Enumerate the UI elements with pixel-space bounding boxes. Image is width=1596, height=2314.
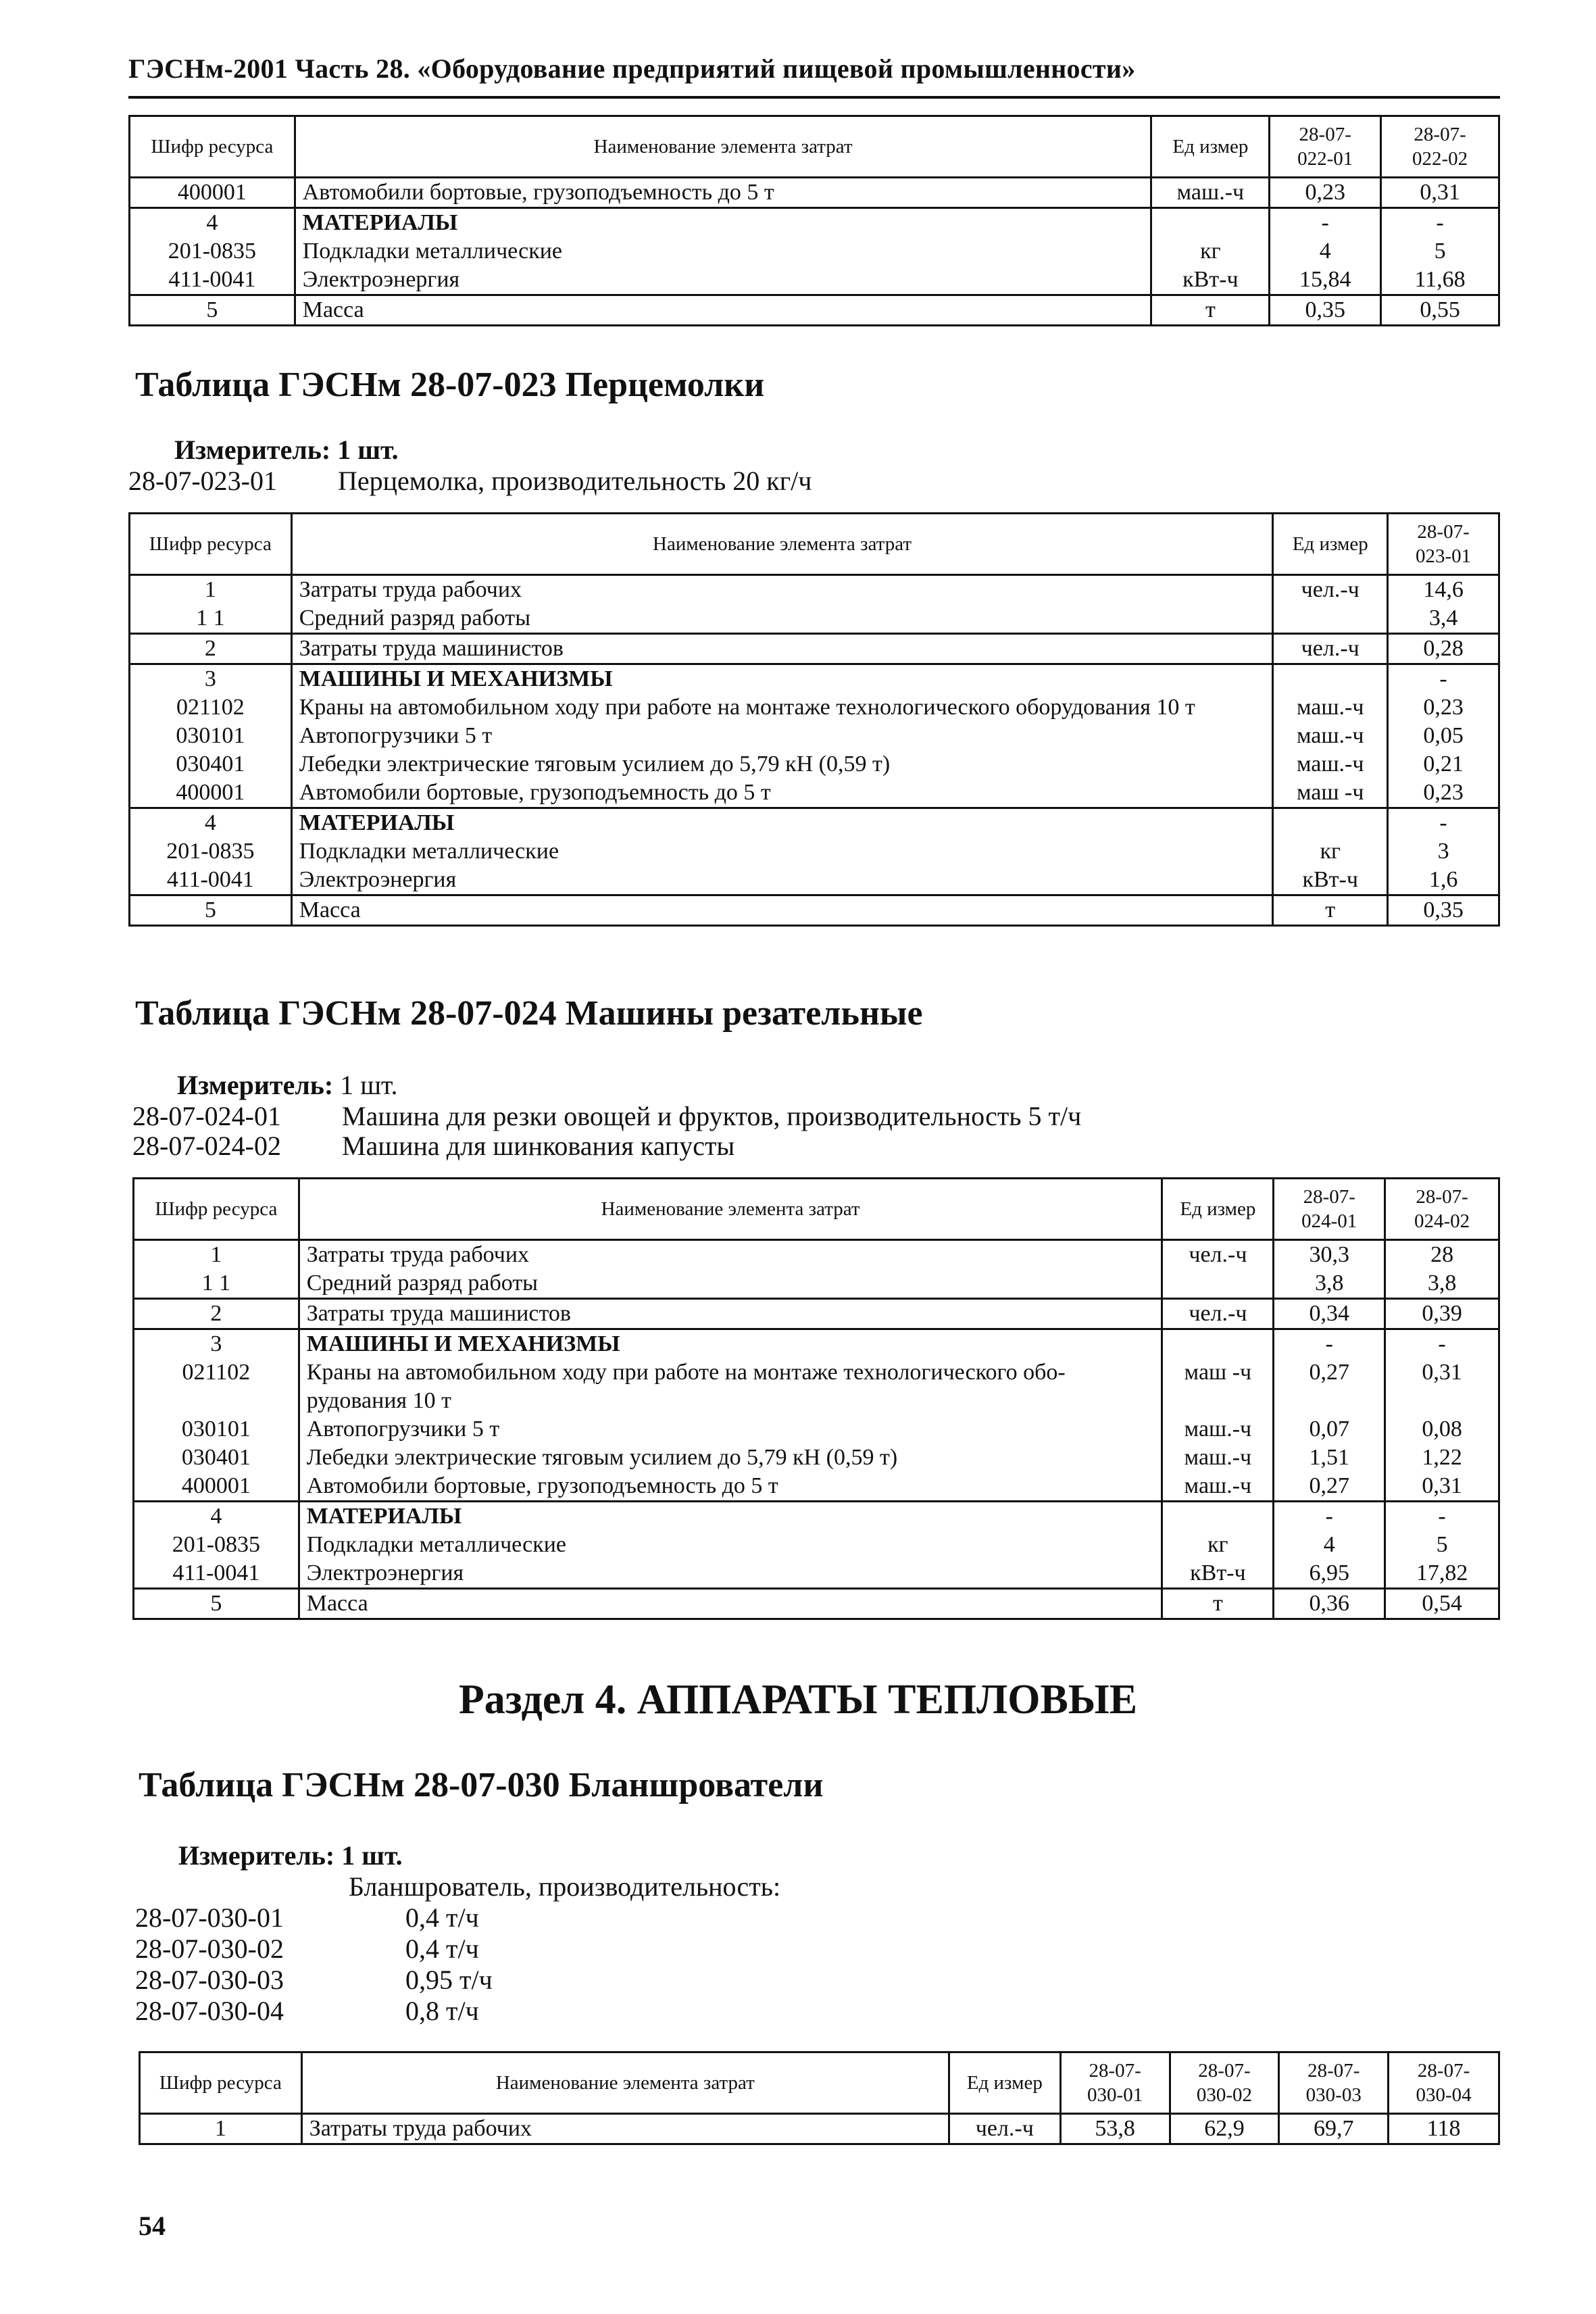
cell-unit: кг [1273,837,1388,866]
meter-line [178,1840,403,1871]
col-header-value: 28-07- 024-01 [1274,1179,1385,1240]
list-item [135,1964,493,1996]
cell-code: 201-0835 [130,237,295,266]
cell-code: 1 [130,575,292,605]
table-row [134,1589,1499,1619]
cell-value: 0,36 [1274,1589,1385,1619]
cell-code: 3 [130,664,292,694]
cell-unit: кг [1151,237,1270,266]
cell-value: 11,68 [1381,266,1499,295]
section-title: Раздел 4. АППАРАТЫ ТЕПЛОВЫЕ [458,1677,1138,1723]
cell-unit: маш -ч [1162,1358,1274,1415]
cell-value: 3,4 [1388,604,1499,634]
col-header-code: Шифр ресурса [130,116,295,178]
table-row [130,895,1499,926]
cell-value: 0,54 [1385,1589,1499,1619]
cell-code: 021102 [130,693,292,722]
cell-value: 6,95 [1274,1559,1385,1589]
cell-code: 1 1 [130,604,292,634]
cell-name: Автомобили бортовые, грузоподъемность до 5 т [295,178,1151,208]
cell-code: 4 [130,808,292,838]
cell-name: Средний разряд работы [291,604,1273,634]
cell-name: МАШИНЫ И МЕХАНИЗМЫ [291,664,1273,694]
cell-code: 400001 [130,178,295,208]
meter-label: Измеритель: [177,1070,334,1100]
col-header-value: 28-07- 024-02 [1385,1179,1499,1240]
cell-unit: маш.-ч [1273,693,1388,722]
col-header-value: 28-07- 030-02 [1170,2052,1279,2114]
cell-unit: чел.-ч [1273,634,1388,664]
table-row [130,604,1499,634]
cell-code: 4 [130,208,295,238]
table-row [134,1502,1499,1531]
item-text: 0,4 т/ч [405,1934,479,1964]
cell-name: Автомобили бортовые, грузоподъемность до 5 т [299,1472,1162,1502]
cell-value: 4 [1274,1531,1385,1559]
cell-value: 0,05 [1388,722,1499,750]
table-row [134,1472,1499,1502]
list-item [128,465,812,497]
table-row [140,2114,1499,2144]
cell-value: 14,6 [1388,575,1499,605]
table-row [130,808,1499,838]
item-code: 28-07-023-01 [128,466,277,496]
cell-unit: маш.-ч [1151,178,1270,208]
col-header-code: Шифр ресурса [134,1179,299,1240]
col-header-name: Наименование элемента затрат [299,1179,1162,1240]
cell-unit: маш.-ч [1273,722,1388,750]
meter-line [177,1069,398,1101]
meter-value: 1 шт. [340,1070,398,1100]
meter-value: 1 шт. [341,1840,403,1871]
meter-label: Измеритель: [178,1840,335,1871]
cell-value: 5 [1385,1531,1499,1559]
table-row [134,1269,1499,1299]
table-row [130,634,1499,664]
col-header-code: Шифр ресурса [140,2052,302,2114]
cell-name: Средний разряд работы [299,1269,1162,1299]
col-header-value: 28-07- 030-04 [1389,2052,1499,2114]
cell-code: 021102 [134,1358,299,1415]
table-row [130,295,1499,326]
cell-value: 0,35 [1388,895,1499,926]
cell-code: 411-0041 [130,866,292,895]
table-row [134,1299,1499,1329]
cell-unit: т [1151,295,1270,326]
table-row [130,837,1499,866]
col-header-value: 28-07- 023-01 [1388,514,1499,575]
col-header-unit: Ед измер [949,2052,1060,2114]
cell-value: 0,34 [1274,1299,1385,1329]
cell-unit: кг [1162,1531,1274,1559]
cell-unit: т [1273,895,1388,926]
cell-value: 0,31 [1381,178,1499,208]
cell-code: 030401 [130,750,292,779]
table-row [134,1531,1499,1559]
col-header-value: 28-07- 022-02 [1381,116,1499,178]
cell-code: 1 1 [134,1269,299,1299]
cell-name: МАТЕРИАЛЫ [295,208,1151,238]
item-text: 0,4 т/ч [405,1902,479,1933]
cell-name: Электроэнергия [299,1559,1162,1589]
cell-unit [1162,1329,1274,1359]
cell-value: 0,35 [1270,295,1381,326]
table-28-07-022 [128,115,1500,326]
cell-unit [1162,1269,1274,1299]
cell-name: Масса [295,295,1151,326]
cell-name: Электроэнергия [291,866,1273,895]
col-header-value: 28-07- 022-01 [1270,116,1381,178]
table-row [134,1240,1499,1270]
cell-value: 0,21 [1388,750,1499,779]
table-row [130,266,1499,295]
table-title: Таблица ГЭСНм 28-07-024 Машины резательные [135,994,923,1033]
table-row [134,1559,1499,1589]
table-row [130,208,1499,238]
cell-value: 0,31 [1385,1358,1499,1415]
cell-value: 17,82 [1385,1559,1499,1589]
header-rule [128,96,1500,99]
cell-value: 0,27 [1274,1472,1385,1502]
col-header-name: Наименование элемента затрат [291,514,1273,575]
cell-value: 28 [1385,1240,1499,1270]
cell-code: 1 [140,2114,302,2144]
list-item [135,1902,479,1934]
item-text: Машина для резки овощей и фруктов, производительность 5 т/ч [342,1101,1082,1131]
cell-value: 0,39 [1385,1299,1499,1329]
cell-name: Масса [291,895,1273,926]
col-header-value: 28-07- 030-01 [1060,2052,1170,2114]
list-intro: Бланшрователь, производительность: [349,1871,781,1902]
item-text: 0,8 т/ч [405,1996,479,2026]
table-row [130,750,1499,779]
table-row [130,575,1499,605]
table-row [134,1444,1499,1472]
cell-value: 0,23 [1388,693,1499,722]
cell-name: Подкладки металлические [299,1531,1162,1559]
cell-name: Масса [299,1589,1162,1619]
cell-name: МАШИНЫ И МЕХАНИЗМЫ [299,1329,1162,1359]
list-item [135,1933,479,1965]
meter-label: Измеритель: [174,435,331,465]
table-row [130,237,1499,266]
page-number: 54 [139,2211,166,2241]
item-text: 0,95 т/ч [405,1965,493,1995]
item-code: 28-07-030-02 [135,1934,284,1964]
cell-code: 030101 [130,722,292,750]
cell-value: 1,22 [1385,1444,1499,1472]
table-title: Таблица ГЭСНм 28-07-023 Перцемолки [135,366,765,404]
cell-code: 5 [130,295,295,326]
cell-name: Автопогрузчики 5 т [291,722,1273,750]
cell-unit: чел.-ч [1273,575,1388,605]
cell-unit: чел.-ч [1162,1240,1274,1270]
cell-name: МАТЕРИАЛЫ [299,1502,1162,1531]
meter-value: 1 шт. [337,435,399,465]
cell-value: 3 [1388,837,1499,866]
cell-name: Подкладки металлические [291,837,1273,866]
cell-name: Лебедки электрические тяговым усилием до 5,79 кН (0,59 т) [299,1444,1162,1472]
cell-value: 62,9 [1170,2114,1279,2144]
col-header-unit: Ед измер [1273,514,1388,575]
cell-value: - [1381,208,1499,238]
cell-name: Автопогрузчики 5 т [299,1415,1162,1444]
cell-code: 5 [130,895,292,926]
cell-value: 0,23 [1388,779,1499,808]
cell-value: 0,55 [1381,295,1499,326]
cell-value: - [1388,664,1499,694]
cell-name: Краны на автомобильном ходу при работе на монтаже технологического обо-рудования 10 т [299,1358,1162,1415]
table-row [130,664,1499,694]
col-header-value: 28-07- 030-03 [1279,2052,1389,2114]
cell-unit [1151,208,1270,238]
cell-value: 0,27 [1274,1358,1385,1415]
cell-value: 0,08 [1385,1415,1499,1444]
col-header-name: Наименование элемента затрат [295,116,1151,178]
cell-name: Автомобили бортовые, грузоподъемность до 5 т [291,779,1273,808]
item-text: Машина для шинкования капусты [342,1131,735,1161]
cell-name: Краны на автомобильном ходу при работе на монтаже технологического оборудования 10 т [291,693,1273,722]
cell-unit: кВт-ч [1162,1559,1274,1589]
cell-unit: чел.-ч [1162,1299,1274,1329]
table-row [134,1358,1499,1415]
cell-value: - [1270,208,1381,238]
cell-name: Электроэнергия [295,266,1151,295]
col-header-unit: Ед измер [1151,116,1270,178]
list-item [135,1995,479,2027]
cell-unit: маш.-ч [1162,1444,1274,1472]
cell-value: 69,7 [1279,2114,1389,2144]
col-header-unit: Ед измер [1162,1179,1274,1240]
cell-value: 30,3 [1274,1240,1385,1270]
cell-value: 1,6 [1388,866,1499,895]
cell-value: - [1385,1502,1499,1531]
cell-name: Затраты труда машинистов [299,1299,1162,1329]
cell-value: 3,8 [1274,1269,1385,1299]
item-text: Перцемолка, производительность 20 кг/ч [338,466,812,496]
cell-name: Лебедки электрические тяговым усилием до 5,79 кН (0,59 т) [291,750,1273,779]
cell-value: 5 [1381,237,1499,266]
table-row [130,779,1499,808]
item-code: 28-07-024-02 [132,1131,281,1161]
cell-name: МАТЕРИАЛЫ [291,808,1273,838]
col-header-name: Наименование элемента затрат [301,2052,949,2114]
cell-value: 0,31 [1385,1472,1499,1502]
item-code: 28-07-030-01 [135,1902,284,1933]
cell-value: 4 [1270,237,1381,266]
meter-line [174,434,399,466]
cell-unit: чел.-ч [949,2114,1060,2144]
cell-code: 030101 [134,1415,299,1444]
table-row [130,178,1499,208]
cell-value: - [1274,1329,1385,1359]
cell-unit: кВт-ч [1273,866,1388,895]
table-row [130,722,1499,750]
cell-unit [1162,1502,1274,1531]
cell-code: 2 [130,634,292,664]
cell-code: 411-0041 [134,1559,299,1589]
cell-value: 118 [1389,2114,1499,2144]
cell-code: 1 [134,1240,299,1270]
cell-code: 030401 [134,1444,299,1472]
cell-unit: маш.-ч [1162,1415,1274,1444]
cell-code: 4 [134,1502,299,1531]
cell-unit [1273,808,1388,838]
cell-unit [1273,604,1388,634]
cell-unit: маш -ч [1273,779,1388,808]
cell-unit: маш.-ч [1162,1472,1274,1502]
item-code: 28-07-024-01 [132,1101,281,1131]
cell-code: 400001 [130,779,292,808]
cell-code: 3 [134,1329,299,1359]
table-row [130,693,1499,722]
cell-code: 5 [134,1589,299,1619]
cell-unit: т [1162,1589,1274,1619]
table-28-07-030 [139,2051,1500,2145]
cell-name: Затраты труда машинистов [291,634,1273,664]
cell-code: 400001 [134,1472,299,1502]
table-row [134,1415,1499,1444]
cell-code: 2 [134,1299,299,1329]
cell-code: 411-0041 [130,266,295,295]
table-row [134,1329,1499,1359]
cell-value: 53,8 [1060,2114,1170,2144]
cell-name: Затраты труда рабочих [299,1240,1162,1270]
table-28-07-024 [132,1177,1500,1620]
table-row [130,866,1499,895]
cell-value: 1,51 [1274,1444,1385,1472]
cell-value: 3,8 [1385,1269,1499,1299]
cell-name: Затраты труда рабочих [301,2114,949,2144]
table-28-07-023 [128,512,1500,927]
cell-value: - [1274,1502,1385,1531]
cell-value: 0,07 [1274,1415,1385,1444]
cell-value: 0,28 [1388,634,1499,664]
cell-name: Затраты труда рабочих [291,575,1273,605]
cell-unit: кВт-ч [1151,266,1270,295]
cell-value: - [1385,1329,1499,1359]
cell-value: - [1388,808,1499,838]
list-item [132,1130,734,1162]
cell-code: 201-0835 [134,1531,299,1559]
running-header: ГЭСНм-2001 Часть 28. «Оборудование предприятий пищевой промышленности» [128,53,1136,84]
cell-code: 201-0835 [130,837,292,866]
cell-name: Подкладки металлические [295,237,1151,266]
item-code: 28-07-030-04 [135,1996,284,2026]
cell-value: 0,23 [1270,178,1381,208]
cell-unit [1273,664,1388,694]
item-code: 28-07-030-03 [135,1965,284,1995]
table-title: Таблица ГЭСНм 28-07-030 Бланшрователи [139,1766,824,1804]
col-header-code: Шифр ресурса [130,514,292,575]
cell-unit: маш.-ч [1273,750,1388,779]
list-item [132,1100,1081,1132]
cell-value: 15,84 [1270,266,1381,295]
